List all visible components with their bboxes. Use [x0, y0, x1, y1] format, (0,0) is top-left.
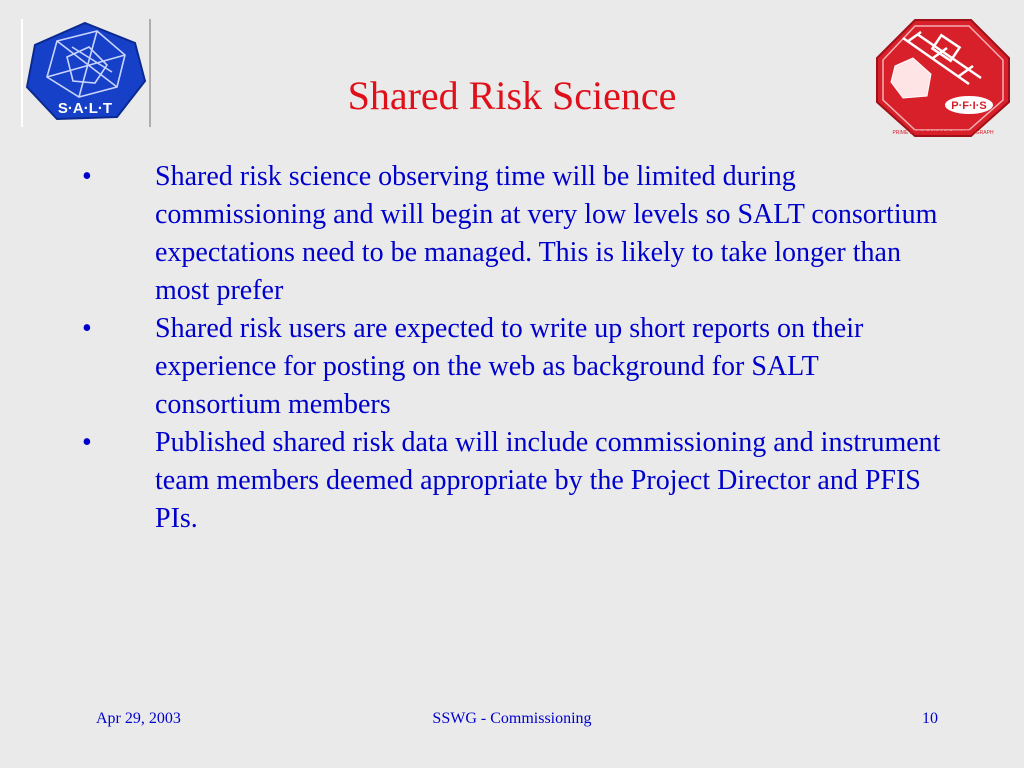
pfis-logo-icon: [873, 18, 1013, 140]
bullet-list: [82, 158, 952, 538]
bullet-text: Published shared risk data will include commissioning and instrument team members deemed appropriate by the Project Director and PFIS PIs.: [155, 427, 941, 534]
salt-logo-text: S·A·L·T: [57, 100, 113, 117]
bullet-text: Shared risk science observing time will be limited during commissioning and will begin at very low levels so SALT consortium expectations need to be managed. This is likely to take longer than most prefer: [155, 161, 938, 306]
bullet-icon: •: [82, 313, 92, 344]
pfis-logo-subtext: PRIME FOCUS IMAGING SPECTROGRAPH: [892, 130, 994, 136]
slide-title: Shared Risk Science: [347, 73, 677, 118]
bullet-icon: •: [82, 161, 92, 192]
page-number: 10: [922, 710, 938, 727]
bullet-item: [82, 158, 952, 310]
footer-title: SSWG - Commissioning: [432, 710, 592, 727]
bullet-text: Shared risk users are expected to write up short reports on their experience for posting on the web as background for SALT consortium members: [155, 313, 864, 420]
bullet-icon: •: [82, 427, 92, 458]
footer-date: Apr 29, 2003: [96, 710, 181, 727]
bullet-item: [82, 310, 952, 424]
bullet-item: [82, 424, 952, 538]
pfis-logo-text: P·F·I·S: [951, 100, 987, 112]
